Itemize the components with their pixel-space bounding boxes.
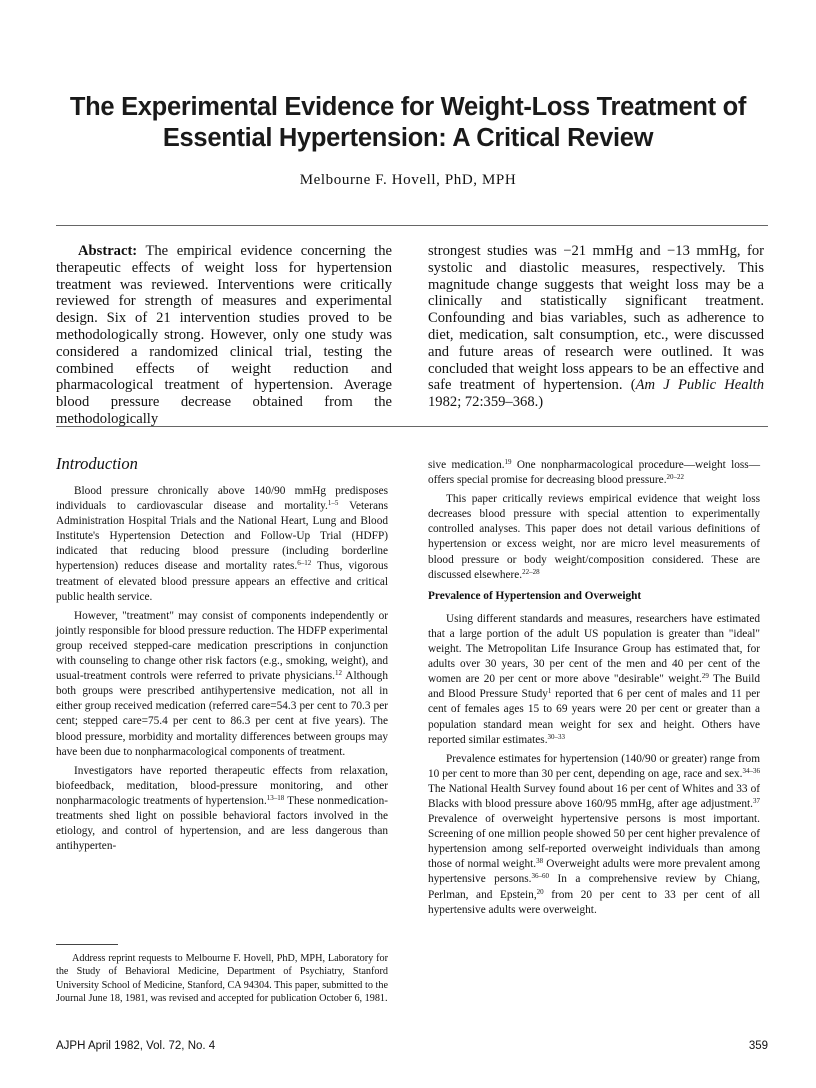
abstract-bottom-rule xyxy=(56,426,768,427)
prevalence-paragraph-1: Using different standards and measures, researchers have estimated that a large portion of the adult US population is greater than "ideal" weight. The Metropolitan Life Insurance Group has estimated that, for adults over 30 years, 30 per cent of the men and 40 per cent of the women are 20 per cent or more above "desirable" weight.$^{29}$ The Build and Blood Pressure Study$^1$ reported that 6 per cent of males and 11 per cent of females ages 15 to 69 years were 20 per cent or greater than a population standard mean weight for sex and height. Others have reported similar estimates.$^{30-33}$ xyxy=(428,612,760,746)
intro-paragraph-3-continued: sive medication.$^{19}$ One nonpharmacological procedure—weight loss—offers special promise for decreasing blood pressure.$^{20-22}$ xyxy=(428,458,760,487)
prevalence-heading: Prevalence of Hypertension and Overweight xyxy=(428,589,642,602)
correspondence-footnote: Address reprint requests to Melbourne F. Hovell, PhD, MPH, Laboratory for the Study of Behavioral Medicine, Department of Psychiatry, Stanford University School of Medicine, Stanford, CA 94304. This paper, submitted to the Journal June 18, 1981, was revised and accepted for publication October 6, 1981. xyxy=(56,953,388,1005)
citation-superscript: 6–12 xyxy=(297,559,312,568)
citation-superscript: 13–18 xyxy=(266,793,285,802)
citation-superscript: 34–36 xyxy=(742,766,760,775)
citation-superscript: 19 xyxy=(504,458,512,466)
abstract-right-column xyxy=(428,243,764,411)
citation-superscript: 37 xyxy=(753,796,760,805)
abstract-citation-journal: Am J Public Health xyxy=(635,377,764,394)
abstract-left-column xyxy=(56,243,392,428)
intro-paragraph-1: Blood pressure chronically above 140/90 mmHg predisposes individuals to cardiovascular disease and mortality.$^{1-5}$ Veterans Administration Hospital Trials and the National Heart, Lung and Blood Institute's Hypertension Detection and Follow-Up Trial (HDFP) indicated that reducing blood pressure (including borderline hypertension) reduces disease and mortality rates.$^{6-12}$ Thus, vigorous treatment of elevated blood pressure appears an effective and critical public health service. xyxy=(56,485,388,603)
article-title: The Experimental Evidence for Weight-Loss Treatment of Essential Hypertension: A Critical Review xyxy=(69,93,747,152)
citation-superscript: 22–28 xyxy=(522,567,540,576)
abstract-text-right: strongest studies was −21 mmHg and −13 mmHg, for systolic and diastolic measures, respectively. This magnitude change suggests that weight loss may be a clinically and statistically significant treatment. Confounding and bias variables, such as adherence to diet, medication, salt consumption, etc., were discussed and future areas of research were outlined. It was concluded that weight loss appears to be an effective and safe treatment of hypertension. ( xyxy=(428,243,764,394)
journal-footer: AJPH April 1982, Vol. 72, No. 4 xyxy=(56,1040,216,1052)
citation-superscript: 36–60 xyxy=(531,872,550,881)
intro-paragraph-2: However, "treatment" may consist of components independently or jointly responsible for blood pressure reduction. The HDFP experimental group received stepped-care medication prescriptions in conjunction with counseling to change other risk factors (e.g., smoking, weight), and usual-treatment controls were referred to private physicians.$^{12}$ Although both groups were prescribed antihypertensive medication, not all in either group received medication (referred care=54.3 per cent to 70.3 per cent; stepped care=75.4 per cent to 86.3 per cent at five years). The blood pressure, morbidity and mortality differences between groups may have been due to nonpharmacological components of treatment. xyxy=(56,609,388,758)
intro-paragraph-4: This paper critically reviews empirical evidence that weight loss decreases blood pressure with special attention to experimentally controlled analyses. This paper does not detail various definitions of hypertension or excess weight, nor are micro level measurements of blood pressure or body weight/composition considered. These are discussed elsewhere.$^{22-28}$ xyxy=(428,493,760,581)
author-byline: Melbourne F. Hovell, PhD, MPH xyxy=(299,172,517,188)
citation-superscript: 1–5 xyxy=(327,499,339,508)
abstract-text-left: The empirical evidence concerning the therapeutic effects of weight loss for hypertension treatment was reviewed. Interventions were critically reviewed for strength of measures and experimental design. Six of 21 intervention studies proved to be methodologically strong. However, only one study was considered a randomized clinical trial, testing the combined effects of weight reduction and pharmacological treatment of hypertension. Average blood pressure decrease obtained from the methodologically xyxy=(56,243,392,427)
body-column-left xyxy=(56,454,388,858)
abstract-citation-rest: 1982; 72:359–368.) xyxy=(428,394,544,411)
footnote-rule xyxy=(56,944,118,945)
page-number: 359 xyxy=(748,1040,768,1052)
introduction-heading: Introduction xyxy=(56,454,138,473)
citation-superscript: 1 xyxy=(547,687,552,696)
prevalence-paragraph-2: Prevalence estimates for hypertension (140/90 or greater) range from 10 per cent to more than 30 per cent, depending on age, race and sex.$^{34-36}$ The National Health Survey found about 16 per cent of Whites and 33 of Blacks with blood pressure above 160/95 mmHg, after age adjustment.$^{37}$ Prevalence of overweight hypertensive persons is most important. Screening of one million people showed 50 per cent higher prevalence of hypertension among self-reported overweight individuals than among those of normal weight.$^{38}$ Overweight adults were more prevalent among hypertensive persons.$^{36-60}$ In a comprehensive review by Chiang, Perlman, and Epstein,$^{20}$ from 20 per cent to 33 per cent of all hypertensive adults were overweight. xyxy=(428,752,760,916)
abstract-top-rule xyxy=(56,225,768,226)
citation-superscript: 30–33 xyxy=(547,732,566,741)
citation-superscript: 12 xyxy=(334,669,342,678)
citation-superscript: 29 xyxy=(701,672,709,681)
intro-paragraph-3: Investigators have reported therapeutic effects from relaxation, biofeedback, meditation, blood-pressure monitoring, and other nonpharmacologic treatments of hypertension.$^{13-18}$ These nonmedication-treatments shed light on possible behavioral factors involved in the etiology, and control of hypertension, and are less dangerous than antihyperten- xyxy=(56,764,388,853)
citation-superscript: 20 xyxy=(536,887,544,896)
abstract-label: Abstract: xyxy=(78,243,138,259)
body-column-right xyxy=(428,458,760,922)
citation-superscript: 38 xyxy=(536,857,544,866)
citation-superscript: 20–22 xyxy=(666,473,685,482)
